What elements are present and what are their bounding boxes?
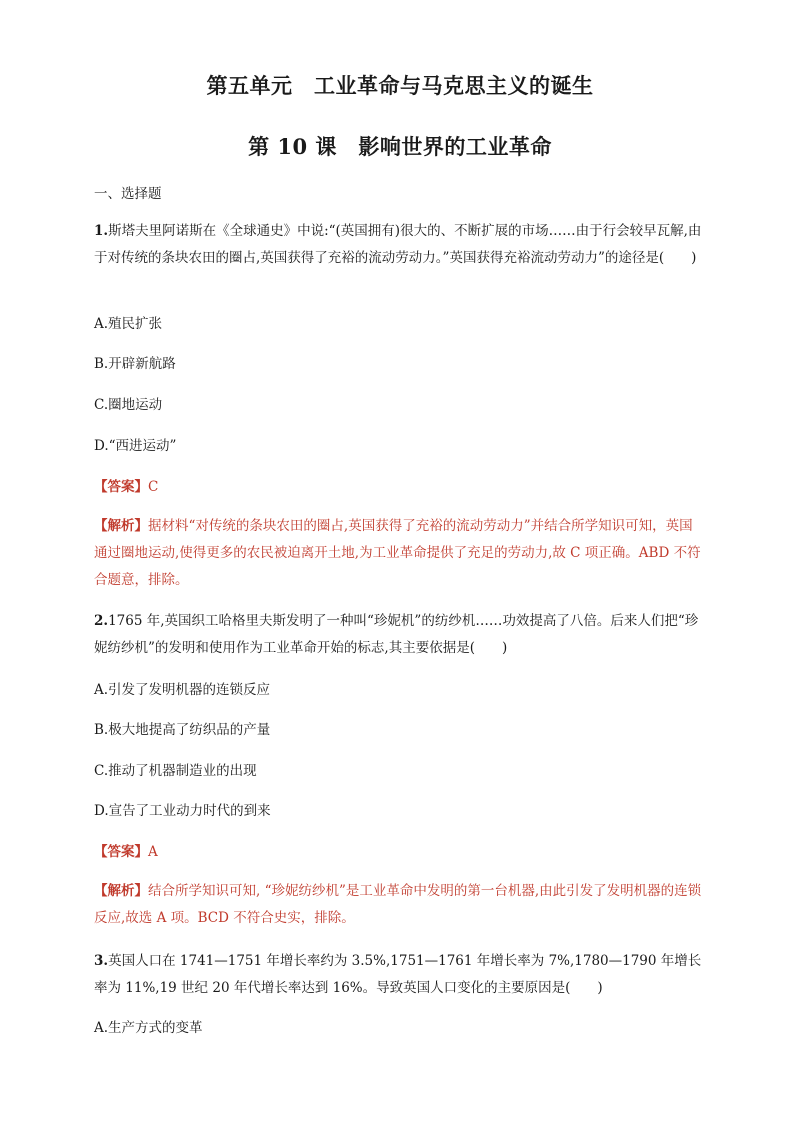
question-2: [94, 608, 706, 662]
analysis-text: 结合所学知识可知, “珍妮纺纱机”是工业革命中发明的第一台机器,由此引发了发明机器的连锁反应,故选 A 项。BCD 不符合史实，排除。: [94, 883, 702, 926]
question-number: 2.: [94, 613, 109, 629]
answer-tag: 【答案】: [94, 479, 148, 495]
analysis-tag: 【解析】: [94, 883, 148, 899]
lesson-title: 第 10 课 影响世界的工业革命: [248, 134, 552, 159]
option-a: A.生产方式的变革: [94, 1020, 203, 1036]
question-1: [94, 218, 706, 272]
answer: [94, 842, 158, 862]
option-a: A.殖民扩张: [94, 316, 163, 332]
question-stem: 1765 年,英国织工哈格里夫斯发明了一种叫“珍妮机”的纺纱机……功效提高了八倍。后来人们把“珍妮纺纱机”的发明和使用作为工业革命开始的标志,其主要依据是( ): [94, 613, 699, 656]
analysis-tag: 【解析】: [94, 518, 148, 534]
option-c: C.推动了机器制造业的出现: [94, 763, 257, 779]
question-number: 3.: [94, 953, 109, 969]
option-d: D.“西进运动”: [94, 438, 177, 454]
answer-tag: 【答案】: [94, 844, 148, 860]
option-b: B.开辟新航路: [94, 356, 176, 372]
section-label: 一、选择题: [94, 186, 162, 202]
option-a: A.引发了发明机器的连锁反应: [94, 682, 271, 698]
question-stem: 斯塔夫里阿诺斯在《全球通史》中说:“(英国拥有)很大的、不断扩展的市场……由于行会较早瓦解,由于对传统的条块农田的圈占,英国获得了充裕的流动劳动力。”英国获得充裕流动劳动力”的途径是( ): [94, 223, 702, 266]
option-c: C.圈地运动: [94, 397, 163, 413]
analysis: [94, 878, 706, 932]
option-b: B.极大地提高了纺织品的产量: [94, 722, 271, 738]
analysis: [94, 513, 706, 594]
question-3: [94, 948, 706, 1002]
answer: [94, 477, 158, 497]
question-number: 1.: [94, 223, 109, 239]
analysis-text: 据材料“对传统的条块农田的圈占,英国获得了充裕的流动劳动力”并结合所学知识可知，英国通过圈地运动,使得更多的农民被迫离开土地,为工业革命提供了充足的劳动力,故 C 项正确。ABD 不符合题意，排除。: [94, 518, 701, 588]
unit-title: 第五单元 工业革命与马克思主义的诞生: [206, 73, 594, 98]
option-d: D.宣告了工业动力时代的到来: [94, 803, 271, 819]
question-stem: 英国人口在 1741—1751 年增长率约为 3.5%,1751—1761 年增长率为 7%,1780—1790 年增长率为 11%,19 世纪 20 年代增长率达到 16%。导致英国人口变化的主要原因是( ): [94, 953, 702, 996]
answer-value: A: [148, 844, 158, 860]
answer-value: C: [148, 479, 159, 495]
